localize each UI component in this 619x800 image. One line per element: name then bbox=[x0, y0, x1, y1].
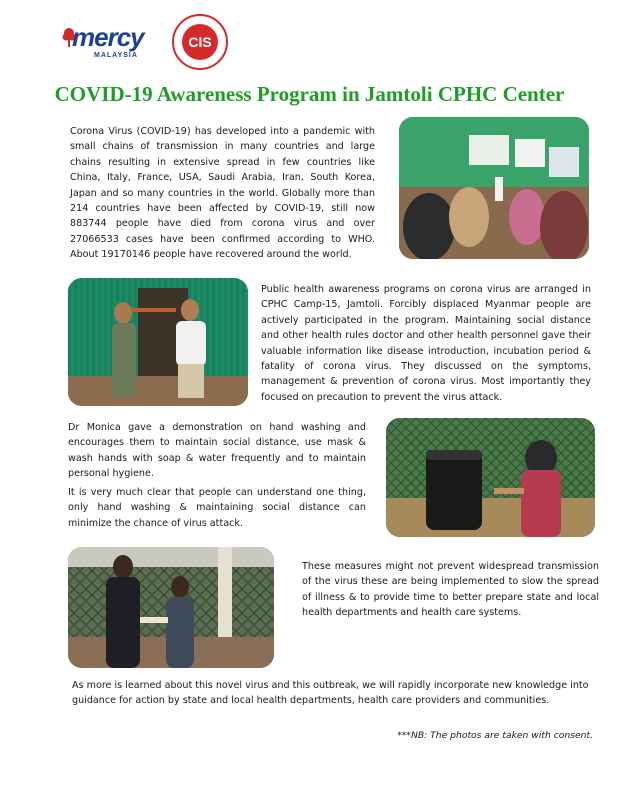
cis-logo-text: CIS bbox=[182, 24, 218, 60]
photo-hand-washing-demo bbox=[386, 418, 595, 537]
consent-note: ***NB: The photos are taken with consent. bbox=[397, 730, 593, 741]
mercy-malaysia-logo bbox=[62, 20, 154, 66]
mercy-logo-wordmark: mercy bbox=[72, 22, 144, 52]
closing-paragraph: As more is learned about this novel virus and this outbreak, we will rapidly incorporate new knowledge into guidance for action by state and local health departments, health care providers and communities. bbox=[72, 680, 589, 707]
photo-temperature-check bbox=[68, 278, 248, 406]
page-title: COVID-19 Awareness Program in Jamtoli CPHC Center bbox=[54, 82, 565, 106]
mercy-logo-subtitle: MALAYSIA bbox=[94, 52, 138, 59]
cis-logo bbox=[172, 14, 232, 74]
clear-paragraph: It is very much clear that people can understand one thing, only hand washing & maintaining social distance can minimize the chance of virus attack. bbox=[68, 487, 366, 529]
photo-awareness-session bbox=[399, 117, 589, 259]
demonstration-paragraph: Dr Monica gave a demonstration on hand washing and encourages them to maintain social distance, use mask & wash hands with soap & water frequently and to maintain personal hygiene. bbox=[68, 422, 366, 480]
measures-paragraph: These measures might not prevent widespread transmission of the virus these are being implemented to slow the spread of illness & to provide time to better prepare state and local health departments and health care systems. bbox=[302, 561, 599, 619]
program-paragraph: Public health awareness programs on corona virus are arranged in CPHC Camp-15, Jamtoli. Forcibly displaced Myanmar people are actively participated in the program. Maintaining social distance and other health rules doctor and other health personnel gave their valuable information like disease introduction, incubation period & fatality of corona virus. They discussed on the symptoms, management & prevention of corona virus. Most importantly they focused on precaution to prevent the virus attack. bbox=[261, 284, 591, 403]
photo-health-workers bbox=[68, 547, 274, 668]
intro-paragraph: Corona Virus (COVID-19) has developed into a pandemic with small chains of transmission in many countries and large chains resulting in extensive spread in few countries like China, Italy, France, USA, Saudi Arabia, Iran, South Korea, Japan and so many countries in the world. Globally more than 214 countries have been affected by COVID-19, still now 883744 people have died from corona virus and over 27066533 cases have been confirmed according to WHO. About 19170146 people have recovered around the world. bbox=[70, 126, 375, 261]
